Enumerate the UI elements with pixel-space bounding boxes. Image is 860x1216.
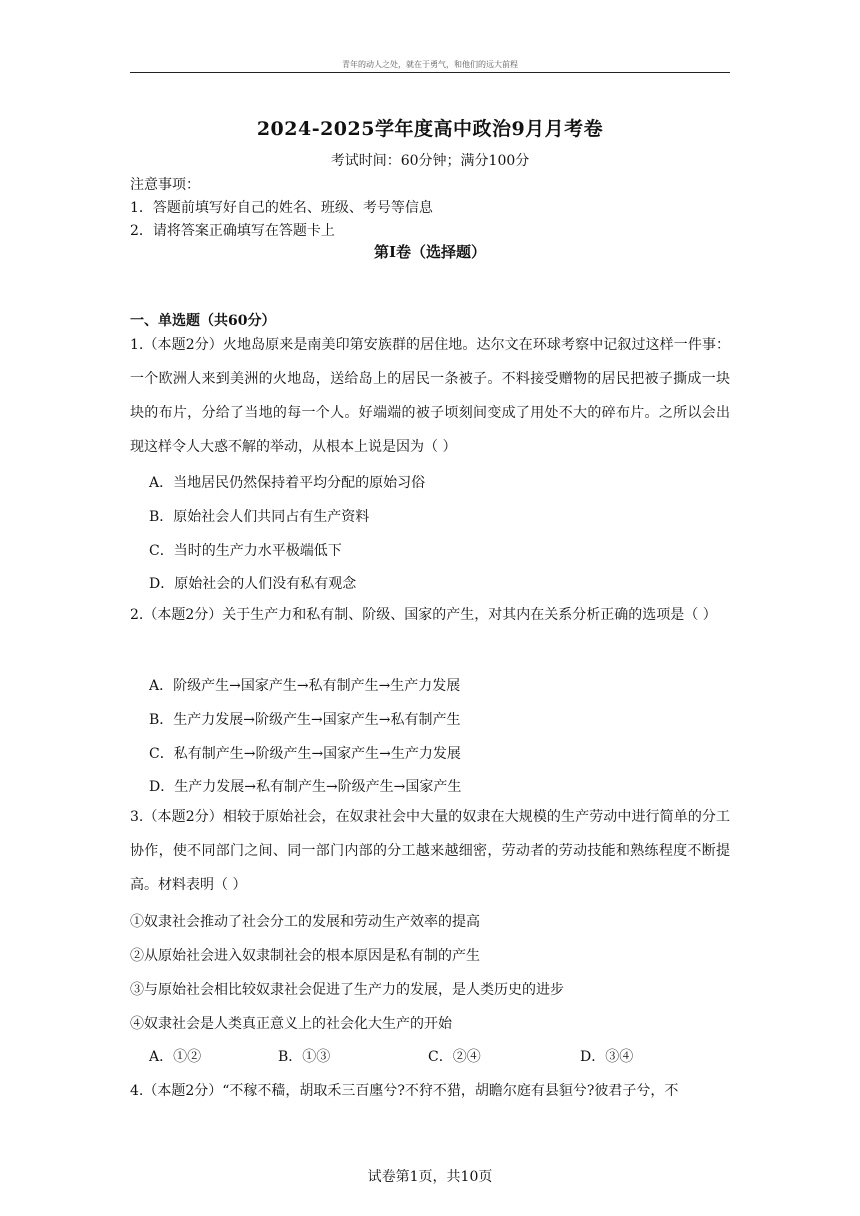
question-1-option-a: A．当地居民仍然保持着平均分配的原始习俗 [149,475,426,491]
question-3-statement-3: ③与原始社会相比较奴隶社会促进了生产力的发展，是人类历史的进步 [130,982,564,998]
question-1-option-b: B．原始社会人们共同占有生产资料 [149,509,370,525]
header-divider [130,72,730,73]
question-3-option-d: D．③④ [580,1049,634,1065]
question-1-option-d: D．原始社会的人们没有私有观念 [149,576,357,592]
question-4-text: 4.（本题2分）“不稼不穑，胡取禾三百廛兮?不狩不猎，胡瞻尔庭有县貆兮?彼君子兮，不 [130,1083,679,1099]
question-2-option-a: A．阶级产生→国家产生→私有制产生→生产力发展 [149,678,461,694]
question-3-text: 3.（本题2分）相较于原始社会，在奴隶社会中大量的奴隶在大规模的生产劳动中进行简单的分工协作，使不同部门之间、同一部门内部的分工越来越细密，劳动者的劳动技能和熟练程度不断提高。材料表明（ ） [130,809,730,893]
question-2-text: 2.（本题2分）关于生产力和私有制、阶级、国家的产生，对其内在关系分析正确的选项是（ ） [130,607,717,623]
notes-item: 2．请将答案正确填写在答题卡上 [130,223,335,239]
exam-title: 2024-2025学年度高中政治9月月考卷 [256,118,604,140]
question-3-option-a: A．①② [149,1049,202,1065]
notes-item: 1．答题前填写好自己的姓名、班级、考号等信息 [130,200,433,216]
page-footer: 试卷第1页，共10页 [367,1169,493,1185]
question-2-option-b: B．生产力发展→阶级产生→国家产生→私有制产生 [149,712,461,728]
part-title: 一、单选题（共60分） [130,313,276,329]
exam-subtitle: 考试时间：60分钟；满分100分 [330,153,530,169]
notes-heading: 注意事项： [130,177,200,193]
question-3-statement-4: ④奴隶社会是人类真正意义上的社会化大生产的开始 [130,1016,452,1032]
question-3-option-c: C．②④ [428,1049,481,1065]
question-2-option-c: C．私有制产生→阶级产生→国家产生→生产力发展 [149,746,461,762]
header-motto: 青年的动人之处，就在于勇气，和他们的远大前程 [342,60,518,69]
question-1-text: 1.（本题2分）火地岛原来是南美印第安族群的居住地。达尔文在环球考察中记叙过这样一件事：一个欧洲人来到美洲的火地岛，送给岛上的居民一条被子。不料接受赠物的居民把被子撕成一块块的布片，分给了当地的每一个人。好端端的被子顷刻间变成了用处不大的碎布片。之所以会出现这样令人大惑不解的举动，从根本上说是因为（ ） [130,337,730,455]
question-1-option-c: C．当时的生产力水平极端低下 [149,543,342,559]
question-3-statement-2: ②从原始社会进入奴隶制社会的根本原因是私有制的产生 [130,948,480,964]
section-title: 第I卷（选择题） [373,243,487,261]
question-2-option-d: D．生产力发展→私有制产生→阶级产生→国家产生 [149,779,462,795]
question-3-statement-1: ①奴隶社会推动了社会分工的发展和劳动生产效率的提高 [130,914,480,930]
question-3-option-b: B．①③ [278,1049,331,1065]
